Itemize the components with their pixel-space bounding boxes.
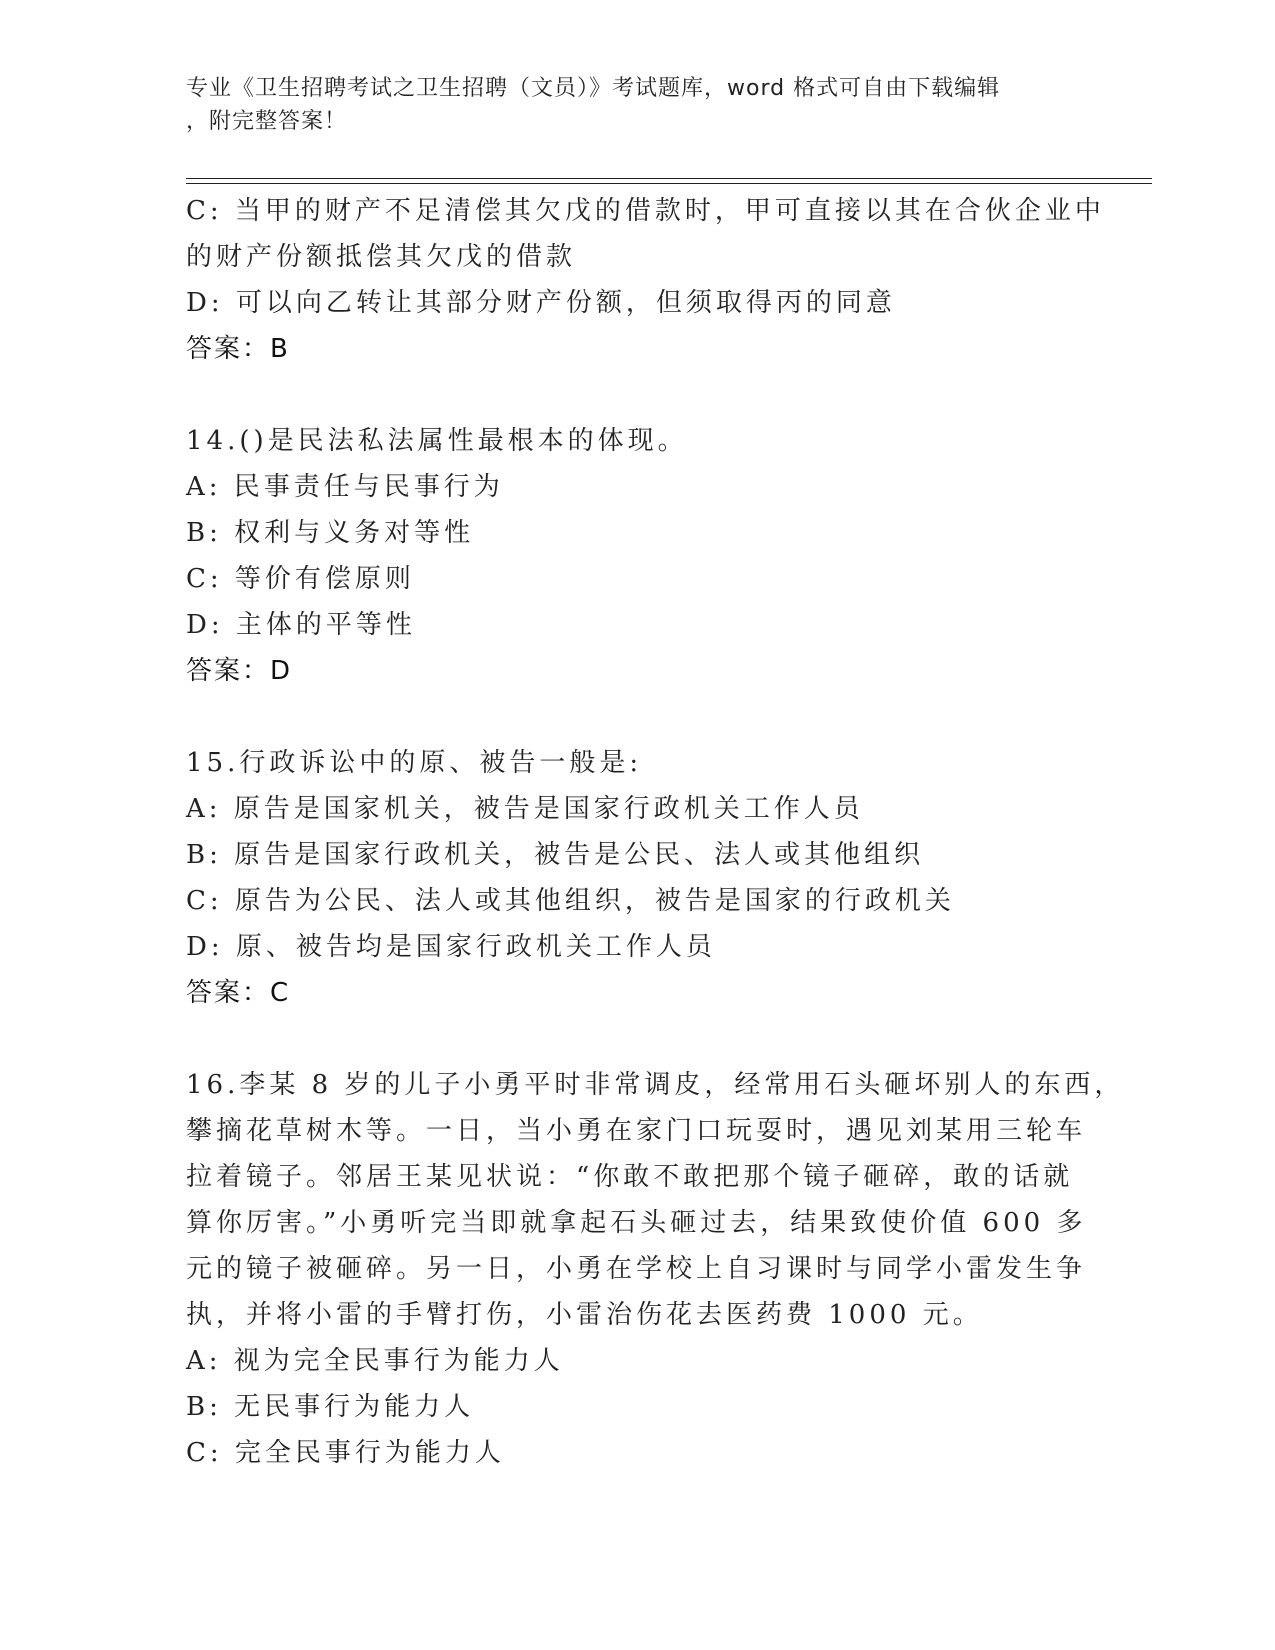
option-d: D: 主体的平等性	[186, 610, 416, 640]
option-b: B: 原告是国家行政机关，被告是公民、法人或其他组织	[186, 840, 925, 870]
header-divider-bottom	[186, 183, 1152, 184]
question-15	[186, 740, 1086, 1016]
question-stem-line-5: 元的镜子被砸碎。另一日，小勇在学校上自习课时与同学小雷发生争	[186, 1254, 1087, 1284]
question-14	[186, 418, 1086, 694]
question-stem-line-4: 算你厉害。”小勇听完当即就拿起石头砸过去，结果致使价值 600 多	[186, 1208, 1087, 1238]
spacer	[186, 694, 1086, 740]
answer-line: 答案：C	[186, 978, 291, 1008]
question-stem: 15.行政诉讼中的原、被告一般是:	[186, 748, 643, 778]
question-stem-line-2: 攀摘花草树木等。一日，当小勇在家门口玩耍时，遇见刘某用三轮车	[186, 1116, 1087, 1146]
question-stem-line-1: 16.李某 8 岁的儿子小勇平时非常调皮，经常用石头砸坏别人的东西，	[186, 1070, 1125, 1100]
spacer	[186, 372, 1086, 418]
option-d: D: 可以向乙转让其部分财产份额，但须取得丙的同意	[186, 288, 896, 318]
option-c: C: 当甲的财产不足清偿其欠戊的借款时，甲可直接以其在合伙企业中	[186, 196, 1105, 226]
option-c: C: 等价有偿原则	[186, 564, 415, 594]
option-a: A: 民事责任与民事行为	[186, 472, 504, 502]
header-divider-top	[186, 178, 1152, 179]
header-line-1: 专业《卫生招聘考试之卫生招聘（文员）》考试题库，word 格式可自由下载编辑	[186, 76, 1001, 101]
document-header	[186, 72, 1066, 138]
question-stem-line-6: 执，并将小雷的手臂打伤，小雷治伤花去医药费 1000 元。	[186, 1300, 983, 1330]
answer-line: 答案：D	[186, 656, 293, 686]
option-d: D: 原、被告均是国家行政机关工作人员	[186, 932, 716, 962]
answer-line: 答案：B	[186, 334, 290, 364]
question-stem: 14.()是民法私法属性最根本的体现。	[186, 426, 688, 456]
header-line-2: ，附完整答案！	[186, 109, 348, 134]
option-b: B: 权利与义务对等性	[186, 518, 475, 548]
option-c: C: 原告为公民、法人或其他组织，被告是国家的行政机关	[186, 886, 955, 916]
question-13-tail	[186, 188, 1105, 372]
question-16	[186, 1062, 1125, 1476]
question-stem-line-3: 拉着镜子。邻居王某见状说：“你敢不敢把那个镜子砸碎，敢的话就	[186, 1162, 1074, 1192]
option-c: C: 完全民事行为能力人	[186, 1438, 505, 1468]
document-body	[186, 188, 1125, 1476]
option-a: A: 原告是国家机关，被告是国家行政机关工作人员	[186, 794, 864, 824]
option-b: B: 无民事行为能力人	[186, 1392, 475, 1422]
option-c-continued: 的财产份额抵偿其欠戊的借款	[186, 242, 577, 272]
spacer	[186, 1016, 1086, 1062]
option-a: A: 视为完全民事行为能力人	[186, 1346, 564, 1376]
